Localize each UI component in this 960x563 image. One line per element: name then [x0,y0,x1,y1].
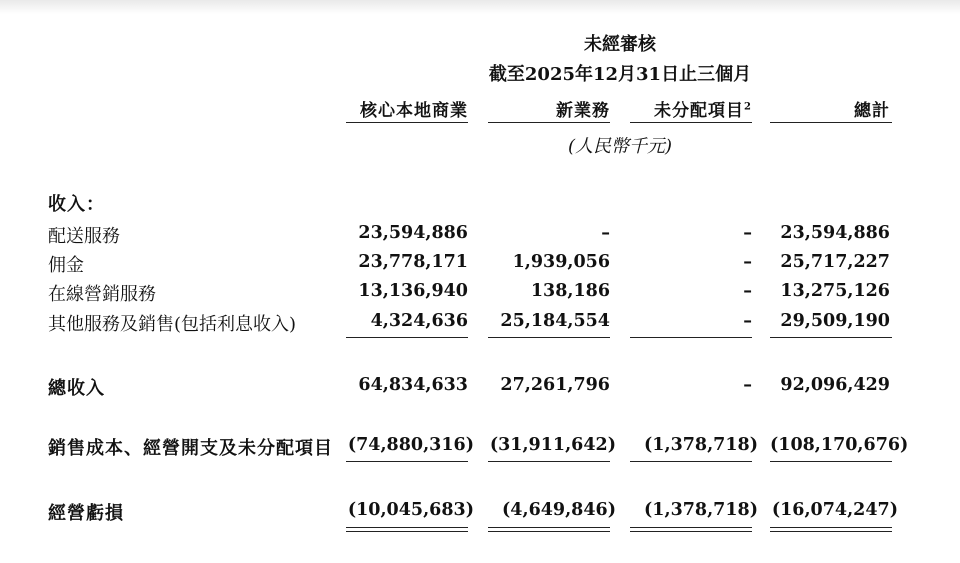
double-rule-1 [346,527,468,532]
cell-other-core: 4,324,636 [370,311,468,331]
cell-other-unallocated: – [743,311,752,331]
subtotal-rule-1 [346,337,468,338]
cell-marketing-unallocated: – [743,281,752,301]
cell-total-revenue-core: 64,834,633 [358,375,468,395]
cell-marketing-total: 13,275,126 [780,281,890,301]
column-header-unallocated-label: 未分配項目 [654,101,745,121]
row-label-commission: 佣金 [48,255,84,276]
cell-commission-new: 1,939,056 [512,252,610,272]
cell-commission-unallocated: – [743,252,752,272]
footnote-marker: 2 [744,101,752,113]
column-underline-2 [488,122,610,123]
cell-operating-loss-total: (16,074,247) [771,500,898,520]
top-shadow [0,0,960,14]
cell-operating-loss-unallocated: (1,378,718) [644,500,758,520]
column-header-core-local-commerce: 核心本地商業 [360,101,468,121]
cell-total-revenue-unallocated: – [743,375,752,395]
header-audit-status: 未經審核 [584,34,656,55]
double-rule-2 [488,527,610,532]
cell-other-total: 29,509,190 [780,311,890,331]
cell-marketing-new: 138,186 [530,281,610,301]
column-underline-4 [770,122,892,123]
subtotal-rule-2 [488,337,610,338]
subtotal-rule-3 [630,337,752,338]
row-label-other-services: 其他服務及銷售(包括利息收入) [48,314,297,335]
row-label-total-revenue: 總收入 [48,378,105,399]
cell-delivery-unallocated: – [743,223,752,243]
cell-delivery-total: 23,594,886 [780,223,890,243]
cell-commission-total: 25,717,227 [780,252,890,272]
column-header-unallocated-items [626,96,752,121]
column-underline-1 [346,122,468,123]
column-header-total: 總計 [854,101,890,121]
cell-costs-total: (108,170,676) [770,435,909,455]
section-heading-revenue: 收入： [48,194,105,215]
row-label-operating-loss: 經營虧損 [48,503,124,524]
costs-rule-3 [630,461,752,462]
units-label: (人民幣千元) [567,136,673,157]
cell-marketing-core: 13,136,940 [358,281,468,301]
costs-rule-2 [488,461,610,462]
costs-rule-4 [770,461,892,462]
costs-rule-1 [346,461,468,462]
column-header-new-initiatives: 新業務 [556,101,610,121]
cell-costs-core: (74,880,316) [347,435,474,455]
cell-other-new: 25,184,554 [500,311,610,331]
column-underline-3 [630,122,752,123]
cell-total-revenue-new: 27,261,796 [500,375,610,395]
row-label-costs: 銷售成本、經營開支及未分配項目 [48,438,333,459]
cell-total-revenue-total: 92,096,429 [780,375,890,395]
double-rule-4 [770,527,892,532]
row-label-delivery: 配送服務 [48,226,120,247]
row-label-online-marketing: 在線營銷服務 [48,284,156,305]
header-period: 截至2025年12月31日止三個月 [488,64,752,85]
cell-costs-new: (31,911,642) [489,435,616,455]
cell-costs-unallocated: (1,378,718) [644,435,758,455]
cell-operating-loss-new: (4,649,846) [502,500,616,520]
cell-commission-core: 23,778,171 [358,252,468,272]
cell-operating-loss-core: (10,045,683) [347,500,474,520]
subtotal-rule-4 [770,337,892,338]
double-rule-3 [630,527,752,532]
cell-delivery-core: 23,594,886 [358,223,468,243]
cell-delivery-new: – [601,223,610,243]
